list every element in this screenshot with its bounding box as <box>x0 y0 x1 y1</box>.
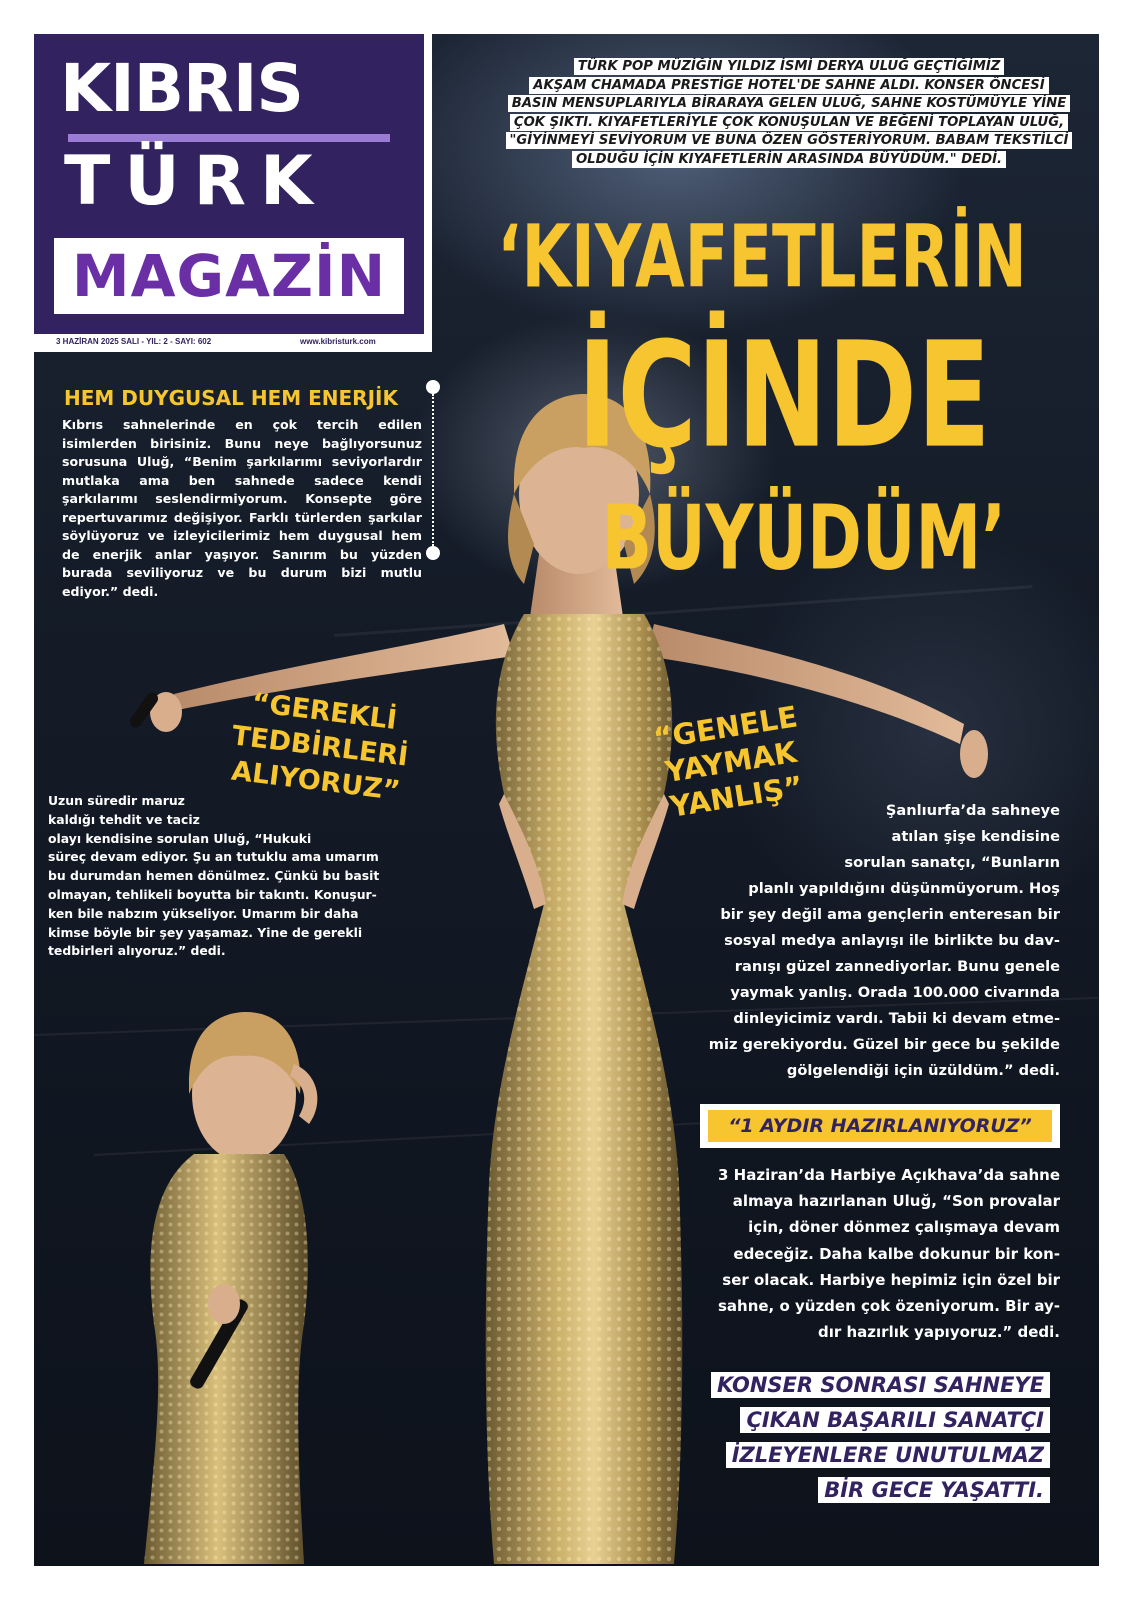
text-line: Şanlıurfa’da sahneye <box>885 802 1060 819</box>
closing-line: İZLEYENLERE UNUTULMAZ <box>726 1442 1050 1468</box>
masthead-divider <box>68 134 390 142</box>
website-link[interactable]: www.kibristurk.com <box>300 337 376 346</box>
timeline-line <box>432 394 434 546</box>
closing-line: KONSER SONRASI SAHNEYE <box>711 1372 1050 1398</box>
magazine-page <box>34 34 1099 1566</box>
text-line: sosyal medya anlayışı ile birlikte bu dav- <box>724 932 1060 949</box>
text-line: gölgelendiği için üzüldüm.” dedi. <box>786 1062 1060 1079</box>
closing-line: BİR GECE YAŞATTI. <box>818 1477 1050 1503</box>
timeline-marker <box>426 380 440 560</box>
text-line: ranışı güzel zannediyorlar. Bunu genele <box>734 958 1060 975</box>
text-line: bu durumdan hemen dönülmez. Çünkü bu basit <box>48 868 380 884</box>
text-line: olayı kendisine sorulan Uluğ, “Hukuki <box>48 830 312 846</box>
text-line: edeceğiz. Daha kalbe dokunur bir kon- <box>733 1244 1060 1263</box>
section3-body <box>684 798 1060 1084</box>
text-line: dır hazırlık yapıyoruz.” dedi. <box>818 1323 1060 1342</box>
text-line: atılan şişe kendisine <box>891 828 1060 845</box>
dateline: 3 HAZİRAN 2025 SALI - YIL: 2 - SAYI: 602 <box>56 337 212 346</box>
intro-line: TÜRK POP MÜZİĞİN YILDIZ İSMİ DERYA ULUĞ GEÇTİĞİMİZ <box>574 58 1005 75</box>
text-line: Uzun süredir maruz <box>48 793 185 808</box>
headline-line1: ‘KIYAFETLERİN <box>497 208 1027 308</box>
pull-quote-1: “GEREKLİ TEDBİRLERİ ALIYORUZ” <box>229 687 410 807</box>
closing-line: ÇIKAN BAŞARILI SANATÇI <box>740 1407 1050 1433</box>
masthead <box>34 34 432 352</box>
intro-line: BASIN MENSUPLARIYLA BİRARAYA GELEN ULUĞ, SAHNE KOSTÜMÜYLE YİNE <box>508 95 1070 112</box>
intro-text <box>504 58 1074 170</box>
pull-quote-2: “GENELE YAYMAK YANLIŞ” <box>651 699 806 824</box>
section2-body <box>48 792 404 961</box>
singer-secondary-photo <box>94 1004 354 1564</box>
intro-line: "GİYİNMEYİ SEVİYORUM VE BUNA ÖZEN GÖSTERİYORUM. BABAM TEKSTİLCİ <box>506 132 1073 149</box>
text-line: sahne, o yüzden çok özeniyorum. Bir ay- <box>717 1297 1060 1316</box>
text-line: ken bile nabzım yükseliyor. Umarım bir daha <box>48 905 359 921</box>
intro-line: ÇOK ŞIKTI. KIYAFETLERİYLE ÇOK KONUŞULAN VE BEĞENİ TOPLAYAN ULUĞ, <box>510 114 1068 131</box>
text-line: yaymak yanlış. Orada 100.000 civarında <box>730 984 1060 1001</box>
section1-body: Kıbrıs sahnelerinde en çok tercih edilen isimlerden birisiniz. Bunu neye bağlıyorsunuz sorusuna Uluğ, “Benim şarkılarımı seviyorlardır mutlaka ama ben sahnede sadece kendi şarkılarımı seslendirmiyorum. Konsepte göre repertuvarımız değişiyor. Farklı türlerden şarkılar söylüyoruz ve izleyicilerimiz hem duygusal hem de enerjik anlar yaşıyor. Sanırım bu yüzden burada seviliyoruz ve bu durum bizi mutlu ediyor.” dedi. <box>62 417 422 599</box>
text-line: ser olacak. Harbiye hepimiz için özel bir <box>722 1270 1060 1289</box>
masthead-title-line1: KIBRIS <box>60 50 303 127</box>
section4-banner <box>700 1104 1060 1148</box>
text-line: miz gerekiyordu. Güzel bir gece bu şekilde <box>708 1036 1060 1053</box>
masthead-title-line2: TÜRK <box>64 142 327 221</box>
section1-title: HEM DUYGUSAL HEM ENERJİK <box>64 386 398 410</box>
text-line: 3 Haziran’da Harbiye Açıkhava’da sahne <box>718 1166 1060 1184</box>
section4-body <box>684 1162 1060 1345</box>
intro-line: OLDUĞU İÇİN KIYAFETLERİN ARASINDA BÜYÜDÜM." DEDİ. <box>572 151 1006 168</box>
section-label: MAGAZİN <box>71 242 387 310</box>
section-label-box <box>54 238 404 314</box>
text-line: bir şey değil ama gençlerin enteresan bir <box>720 906 1060 923</box>
masthead-panel <box>34 34 424 334</box>
text-line: almaya hazırlanan Uluğ, “Son provalar <box>732 1192 1060 1211</box>
text-line: tedbirleri alıyoruz.” dedi. <box>48 943 226 959</box>
intro-line: AKŞAM CHAMADA PRESTİGE HOTEL'DE SAHNE ALDI. KONSER ÖNCESİ <box>529 77 1048 94</box>
closing-caption <box>654 1368 1050 1508</box>
text-line: için, döner dönmez çalışmaya devam <box>748 1218 1060 1237</box>
text-line: kimse böyle bir şey yaşamaz. Yine de gerekli <box>48 924 363 940</box>
headline-line3: BÜYÜDÜM’ <box>601 486 1007 590</box>
text-line: süreç devam ediyor. Şu an tutuklu ama umarım <box>48 849 379 865</box>
text-line: olmayan, tehlikeli boyutta bir takıntı. Konuşur- <box>48 886 377 902</box>
text-line: kaldığı tehdit ve taciz <box>48 811 200 827</box>
timeline-dot <box>426 546 440 560</box>
section4-title: “1 AYDIR HAZIRLANIYORUZ” <box>708 1110 1052 1142</box>
text-line: dinleyicimiz vardı. Tabii ki devam etme- <box>733 1010 1060 1027</box>
text-line: sorulan sanatçı, “Bunların <box>844 854 1060 871</box>
text-line: planlı yapıldığını düşünmüyorum. Hoş <box>748 880 1060 897</box>
timeline-dot <box>426 380 440 394</box>
headline-line2: İÇİNDE <box>577 312 991 481</box>
